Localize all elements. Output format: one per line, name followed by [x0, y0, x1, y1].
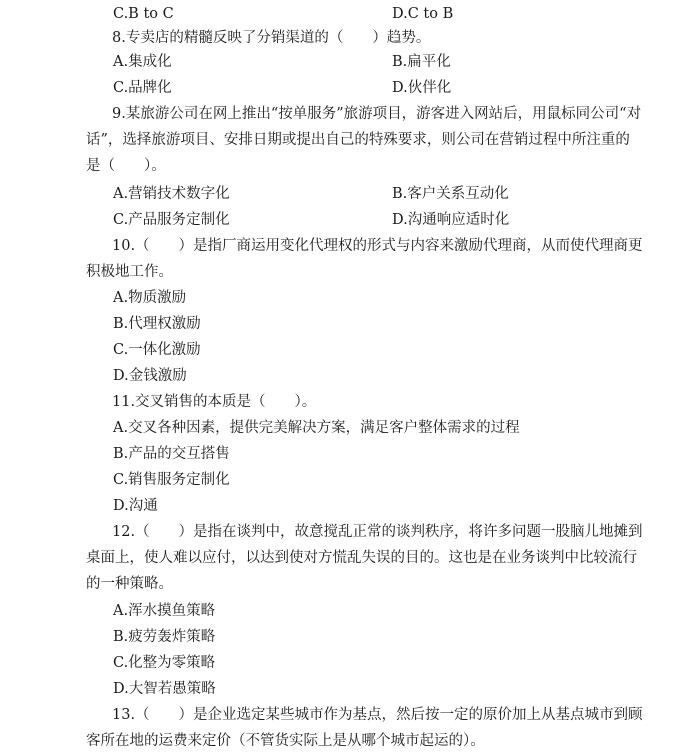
q12-option-d: D.大智若愚策略	[113, 681, 216, 697]
q7-option-c: C.B to C	[113, 6, 174, 22]
q12-stem-line-2: 桌面上，使人难以应付，以达到使对方慌乱失误的目的。这也是在业务谈判中比较流行	[86, 550, 637, 566]
q9-stem-line-1: 9.某旅游公司在网上推出“按单服务”旅游项目，游客进入网站后，用鼠标同公司“对	[112, 106, 642, 122]
q11-option-a: A.交叉各种因素，提供完美解决方案，满足客户整体需求的过程	[113, 420, 520, 436]
q9-option-d: D.沟通响应适时化	[392, 212, 510, 228]
q11-option-c: C.销售服务定制化	[113, 472, 230, 488]
q10-option-d: D.金钱激励	[113, 368, 187, 384]
q11-option-b: B.产品的交互搭售	[113, 446, 230, 462]
q11-option-d: D.沟通	[113, 498, 158, 514]
q8-option-a: A.集成化	[113, 54, 172, 70]
q8-option-c: C.品牌化	[113, 80, 172, 96]
q13-stem-line-1: 13.（ ）是企业选定某些城市作为基点，然后按一定的原价加上从基点城市到顾	[112, 707, 643, 723]
q7-option-d: D.C to B	[392, 6, 454, 22]
q8-option-d: D.伙伴化	[392, 80, 452, 96]
q12-option-b: B.疲劳轰炸策略	[113, 629, 216, 645]
q12-stem-line-1: 12.（ ）是指在谈判中，故意搅乱正常的谈判秩序，将许多问题一股脑儿地摊到	[112, 524, 643, 540]
q10-option-c: C.一体化激励	[113, 342, 201, 358]
q8-option-b: B.扁平化	[392, 54, 451, 70]
q10-stem-line-2: 积极地工作。	[86, 264, 173, 280]
q13-stem-line-2: 客所在地的运费来定价（不管货实际上是从哪个城市起运的）。	[86, 733, 485, 749]
q9-stem-line-2: 话”，选择旅游项目、安排日期或提出自己的特殊要求，则公司在营销过程中所注重的	[86, 132, 630, 148]
q9-option-c: C.产品服务定制化	[113, 212, 230, 228]
q11-stem: 11.交叉销售的本质是（ ）。	[112, 394, 317, 410]
q9-option-a: A.营销技术数字化	[113, 186, 230, 202]
q10-option-a: A.物质激励	[113, 290, 187, 306]
q9-stem-line-3: 是（ ）。	[86, 158, 166, 174]
q10-option-b: B.代理权激励	[113, 316, 201, 332]
q12-option-a: A.浑水摸鱼策略	[113, 603, 216, 619]
q12-stem-line-3: 的一种策略。	[86, 576, 173, 592]
q9-option-b: B.客户关系互动化	[392, 186, 509, 202]
q12-option-c: C.化整为零策略	[113, 655, 216, 671]
q8-stem: 8.专卖店的精髓反映了分销渠道的（ ）趋势。	[112, 30, 431, 46]
q10-stem-line-1: 10.（ ）是指厂商运用变化代理权的形式与内容来激励代理商，从而使代理商更	[112, 238, 643, 254]
